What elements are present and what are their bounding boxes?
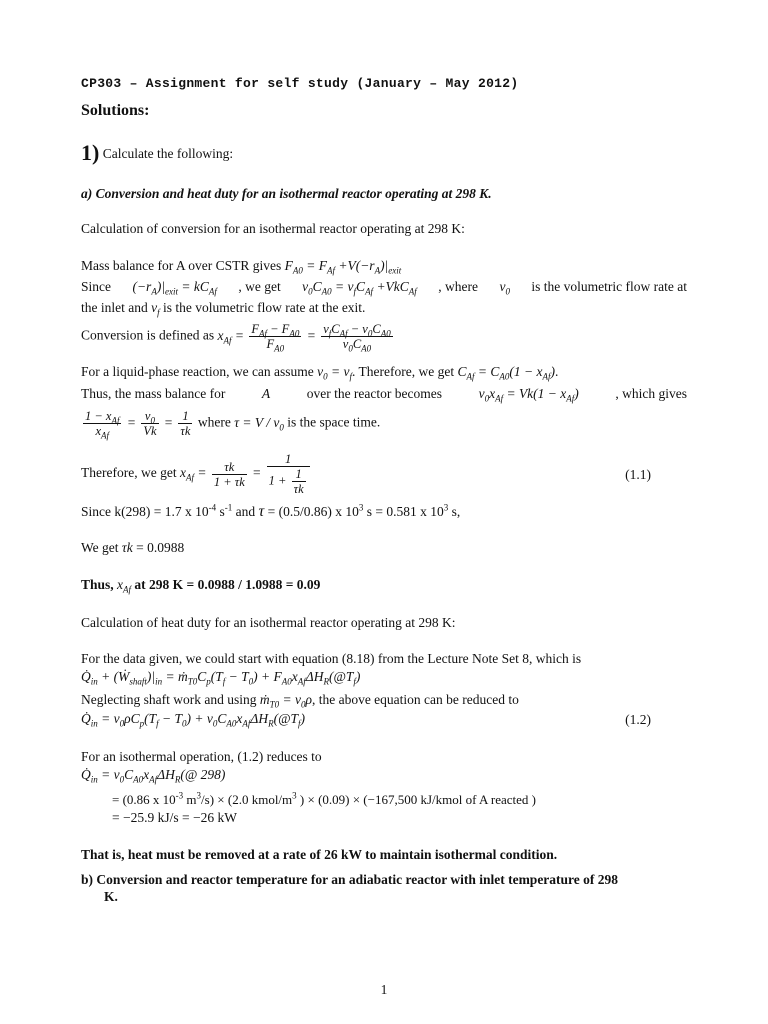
tk-value: = 0.0988 [136, 540, 185, 555]
k-unit-exponent: -1 [224, 502, 233, 513]
calc-conversion-heading: Calculation of conversion for an isothermal reactor operating at 298 K: [81, 221, 465, 236]
energy-balance-equation: $Q̇_{in}$ + $(Ẇ_{shaft})|_{in}$ = $ṁ_{T0}C_p(T_f - T_0)$ + $F_{A0}x_{Af}\Delta H_R(@T_f)$ [81, 669, 361, 687]
thus-mb-text: Thus, the mass balance for [81, 386, 226, 401]
calc-1-exp: -3 [175, 790, 184, 801]
rate-expression: $(-r_A)|_{exit} = kC_{Af}$ [132, 279, 217, 297]
space-time-line [81, 409, 381, 441]
conclusion-text: That is, heat must be removed at a rate of 26 kW to maintain isothermal condition. [81, 847, 558, 862]
calc-1-exp3: 3 [292, 790, 297, 801]
conversion-equation: $x_{Af}$ = $\frac{F_{Af} - F_{A0}}{F_{A0}}$ = $\frac{v_fC_{Af} - v_0C_{A0}}{v_0C_{A0}}$ [217, 322, 391, 354]
mass-balance-text: Mass balance for A over CSTR gives [81, 258, 282, 273]
part-b-heading-line-2: K. [104, 889, 118, 904]
we-get-tk-text: We get [81, 540, 119, 555]
inlet-text: the inlet and [81, 300, 148, 315]
part-a-heading: a) Conversion and heat duty for an isothermal reactor operating at 298 K. [81, 186, 492, 201]
over-reactor-text: over the reactor becomes [306, 386, 443, 401]
caf-equation: $C_{Af} = C_{A0}(1 - x_{Af})$ [457, 364, 555, 382]
ratio-equation: $\frac{1 - x_{Af}}{x_{Af}}$ = $\frac{v_0}{Vk}$ = $\frac{1}{\tau k}$ [85, 409, 191, 441]
calculation-line-1 [112, 792, 536, 808]
xaf-equation: $x_{Af}$ = $\frac{\tau k}{1 + \tau k}$ = 1 1 + $\frac{1}{\tau k}$ [180, 465, 312, 480]
page-number: 1 [380, 982, 388, 997]
reduced-energy-equation: $Q̇_{in} = v_0\rho C_p(T_f - T_0)$ + $v_0C_{A0}x_{Af}\Delta H_R(@T_f)$ [81, 711, 306, 729]
tau-symbol: τ [258, 503, 265, 520]
mass-balance-equation: $F_{A0} = F_{Af} +V(-r_A)|_{exit}$ [284, 258, 402, 276]
xaf-symbol: $x_{Af}$ [117, 577, 132, 595]
tau-exponent: 3 [358, 502, 364, 513]
inlet-line [81, 300, 365, 316]
since-k-text: Since k(298) = 1.7 x 10 [81, 504, 209, 519]
solutions-heading: Solutions: [81, 102, 150, 119]
we-get-text: , we get [238, 279, 281, 294]
assignment-header: CP303 – Assignment for self study (January – May 2012) [81, 76, 519, 91]
flow-balance-equation: $v_0C_{A0} = v_fC_{Af} +VkC_{Af}$ [302, 279, 417, 297]
since-line [81, 279, 687, 295]
tau-exponent-2: 3 [443, 502, 449, 513]
equation-number-1-1: (1.1) [625, 467, 651, 482]
v0-symbol: $v_0$ [499, 279, 510, 297]
calc-1d: ) × (0.09) × (−167,500 kJ/kmol of A reacted ) [296, 792, 536, 807]
conversion-definition-text: Conversion is defined as [81, 327, 215, 343]
calc-1a: = (0.86 x 10 [112, 792, 176, 807]
space-time-text: is the space time. [287, 414, 381, 430]
vf-symbol: $v_f$ [151, 300, 160, 318]
therefore-we-get-text: Therefore, we get [81, 465, 177, 481]
question-1-text: Calculate the following: [102, 146, 234, 161]
question-1-number: 1) [81, 140, 100, 165]
tau-end: s, [448, 504, 461, 519]
liquid-phase-text: For a liquid-phase reaction, we can assume [81, 364, 314, 379]
since-k-line [81, 504, 460, 520]
conversion-definition [81, 322, 395, 354]
equation-number-1-2: (1.2) [625, 712, 651, 727]
thus-mass-balance-line [81, 386, 687, 402]
tk-symbol: τk [121, 540, 133, 555]
part-b-heading-line-1: b) Conversion and reactor temperature for an adiabatic reactor with inlet temperature of 298 [81, 872, 619, 887]
neglect-text-2: , the above equation can be reduced to [311, 692, 519, 707]
isothermal-line: For an isothermal operation, (1.2) reduces to [81, 749, 322, 764]
tau-value-2: s = 0.581 x 10 [363, 504, 444, 519]
liquid-phase-line: For a liquid-phase reaction, we can assume $v_0 = v_f$. Therefore, we get $C_{Af} = C_{A0}(1 - x_{Af})$. [81, 364, 559, 382]
neglect-text: Neglecting shaft work and using [81, 692, 257, 707]
question-1 [81, 140, 234, 165]
therefore-text: . Therefore, we get [352, 364, 455, 379]
calc-1c: /s) × (2.0 kmol/m [201, 792, 293, 807]
isothermal-equation: $Q̇_{in}$ = $v_0C_{A0}x_{Af}\Delta H_R(@$ 298) [81, 767, 226, 785]
calculation-line-2: = −25.9 kJ/s = −26 kW [112, 810, 237, 825]
k-unit: s [216, 504, 225, 519]
v0-description: is the volumetric flow rate at [531, 279, 687, 294]
tk-line [81, 540, 184, 556]
thus-text: Thus, [81, 577, 114, 592]
calc-1b: m [183, 792, 197, 807]
calc-heat-heading: Calculation of heat duty for an isothermal reactor operating at 298 K: [81, 615, 456, 630]
mass-balance-line [81, 258, 401, 274]
conversion-result [81, 577, 320, 593]
which-gives-text: , which gives [615, 386, 687, 401]
calc-1-exp2: 3 [196, 790, 202, 801]
tau-definition: $\tau = V / v_0$ [234, 414, 284, 433]
since-text: Since [81, 279, 111, 294]
vf-description: is the volumetric flow rate at the exit. [163, 300, 366, 315]
where-text: , where [438, 279, 478, 294]
where-tau-text: where [197, 414, 231, 430]
reactor-balance-equation: $v_0x_{Af} = Vk(1 - x_{Af})$ [478, 386, 579, 404]
k-exponent: -4 [208, 502, 217, 513]
xaf-expression-line [81, 452, 312, 496]
species-a: A [261, 386, 271, 401]
data-given-line: For the data given, we could start with equation (8.18) from the Lecture Note Set 8, which is [81, 651, 582, 666]
mass-flow-equation: ṁ$_{T0}$ = $v_0\rho$ [259, 692, 312, 710]
neglect-line [81, 692, 519, 708]
tau-value: = (0.5/0.86) x 10 [264, 504, 359, 519]
v0-equals-vf: $v_0 = v_f$ [317, 364, 353, 382]
and-text: and [232, 504, 256, 519]
conversion-result-value: at 298 K = 0.0988 / 1.0988 = 0.09 [134, 577, 321, 592]
